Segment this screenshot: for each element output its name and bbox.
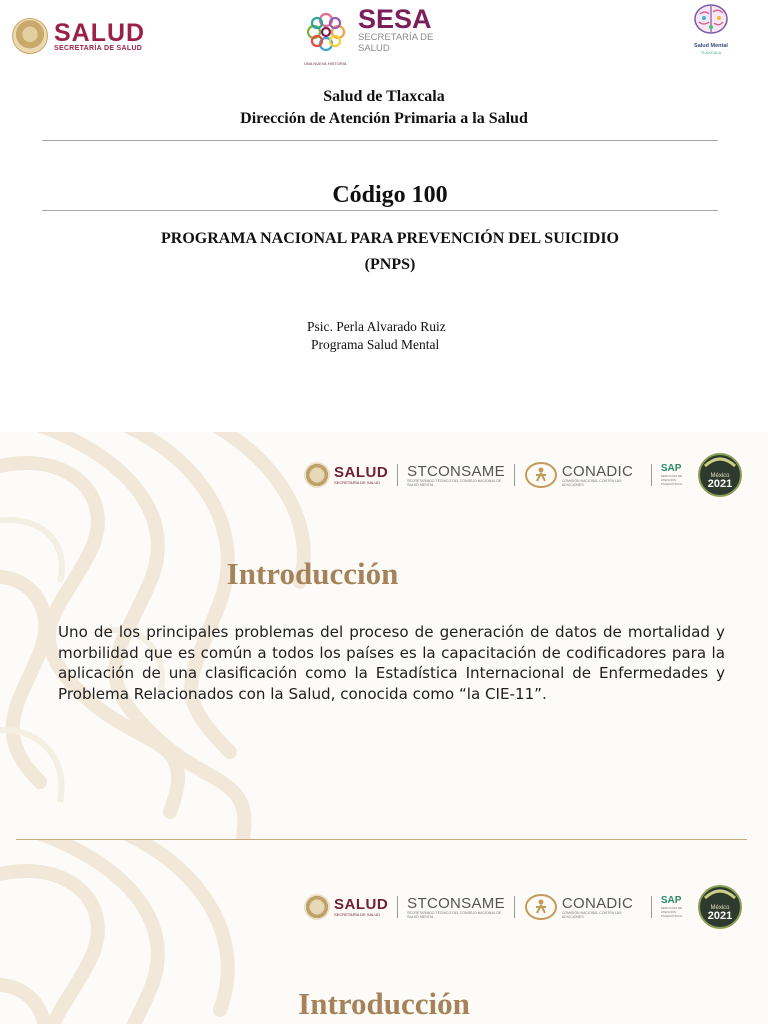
- svg-text:México: México: [710, 473, 730, 479]
- intro-title-2: Introducción: [298, 986, 470, 1021]
- partner-salud-subtitle: SECRETARÍA DE SALUD: [334, 480, 381, 485]
- partner-sap-name: SAP: [660, 463, 682, 474]
- program-title: [0, 226, 768, 278]
- partner-stconsame-subtitle: SECRETARIADO TÉCNICO DEL CONSEJO NACIONAL DE SALUD MENTAL: [407, 910, 502, 919]
- partner-salud-name: SALUD: [334, 464, 389, 481]
- coat-of-arms-icon: [304, 462, 330, 488]
- partner-conadic-name: CONADIC: [561, 462, 634, 480]
- intro-title: Introducción: [226, 556, 399, 591]
- program-title-line1: PROGRAMA NACIONAL PARA PREVENCIÓN DEL SUICIDIO: [161, 230, 619, 247]
- title-slide: [0, 0, 768, 432]
- header-divider: [42, 140, 718, 141]
- salud-mental-logo: [688, 2, 734, 55]
- salud-mental-logo-subtitle: TLAXCALA: [700, 50, 722, 55]
- partner-sap-subtitle: SERVICIOS DE ATENCIÓN PSIQUIÁTRICA: [660, 474, 683, 486]
- conadic-icon: [524, 461, 558, 489]
- partner-conadic-name: CONADIC: [561, 894, 634, 912]
- conadic-icon: [524, 893, 558, 921]
- partner-salud-subtitle: SECRETARÍA DE SALUD: [334, 912, 381, 917]
- partner-stconsame-subtitle: SECRETARIADO TÉCNICO DEL CONSEJO NACIONAL DE SALUD MENTAL: [407, 478, 502, 487]
- mexico-2021-badge-icon: [697, 880, 743, 934]
- partner-conadic-subtitle: COMISIÓN NACIONAL CONTRA LAS ADICCIONES: [561, 478, 622, 487]
- partner-stconsame-name: STCONSAME: [407, 462, 505, 480]
- svg-text:2021: 2021: [707, 478, 733, 490]
- institution-department: Dirección de Atención Primaria a la Salud: [240, 110, 528, 127]
- logo-separator: [651, 464, 652, 486]
- coat-of-arms-icon: [12, 18, 48, 54]
- partner-stconsame-name: STCONSAME: [407, 894, 505, 912]
- logo-separator: [397, 896, 398, 918]
- sesa-tagline: UNA NUEVA HISTORIA: [304, 61, 347, 66]
- author-program: Programa Salud Mental: [311, 337, 440, 352]
- author-name: Psic. Perla Alvarado Ruiz: [307, 319, 446, 334]
- sesa-logo-subtitle-2: SALUD: [358, 43, 390, 54]
- sesa-logo-name: SESA: [358, 4, 432, 34]
- svg-text:2021: 2021: [707, 910, 733, 922]
- salud-logo: [12, 14, 145, 58]
- partner-salud-name: SALUD: [334, 896, 389, 913]
- logo-separator: [651, 896, 652, 918]
- title-divider: [42, 210, 718, 211]
- program-title-line2: (PNPS): [364, 256, 416, 273]
- partner-conadic-subtitle: COMISIÓN NACIONAL CONTRA LAS ADICCIONES: [561, 910, 622, 919]
- partner-sap-subtitle: SERVICIOS DE ATENCIÓN PSIQUIÁTRICA: [660, 906, 683, 918]
- sesa-logo-subtitle-1: SECRETARÍA DE: [358, 32, 434, 43]
- sesa-flower-icon: [304, 10, 348, 54]
- logo-separator: [397, 464, 398, 486]
- intro-body: Uno de los principales problemas del proceso de generación de datos de mortalidad y morbilidad que es común a todos los países es la capacitación de codificadores para la aplicación de una clasificación como la Estadística Internacional de Enfermedades y Problema Relacionados con la Salud, conocida como “la CIE-11”.: [58, 623, 725, 703]
- code-title: Código 100: [332, 182, 448, 208]
- salud-logo-subtitle: SECRETARÍA DE SALUD: [54, 44, 143, 52]
- salud-mental-logo-name: Salud Mental: [694, 43, 728, 49]
- institution-name: Salud de Tlaxcala: [323, 88, 445, 105]
- logo-separator: [514, 464, 515, 486]
- svg-text:México: México: [710, 905, 730, 911]
- coat-of-arms-icon: [304, 894, 330, 920]
- brain-icon: [692, 2, 730, 38]
- partner-sap-name: SAP: [660, 895, 682, 906]
- partner-logos: [304, 886, 743, 928]
- partner-logos: [304, 454, 743, 496]
- author-block: [307, 318, 446, 354]
- logo-separator: [514, 896, 515, 918]
- mexico-2021-badge-icon: [697, 448, 743, 502]
- intro-slide-2: [0, 840, 768, 1024]
- sesa-logo: [304, 6, 433, 66]
- salud-logo-name: SALUD: [54, 18, 146, 47]
